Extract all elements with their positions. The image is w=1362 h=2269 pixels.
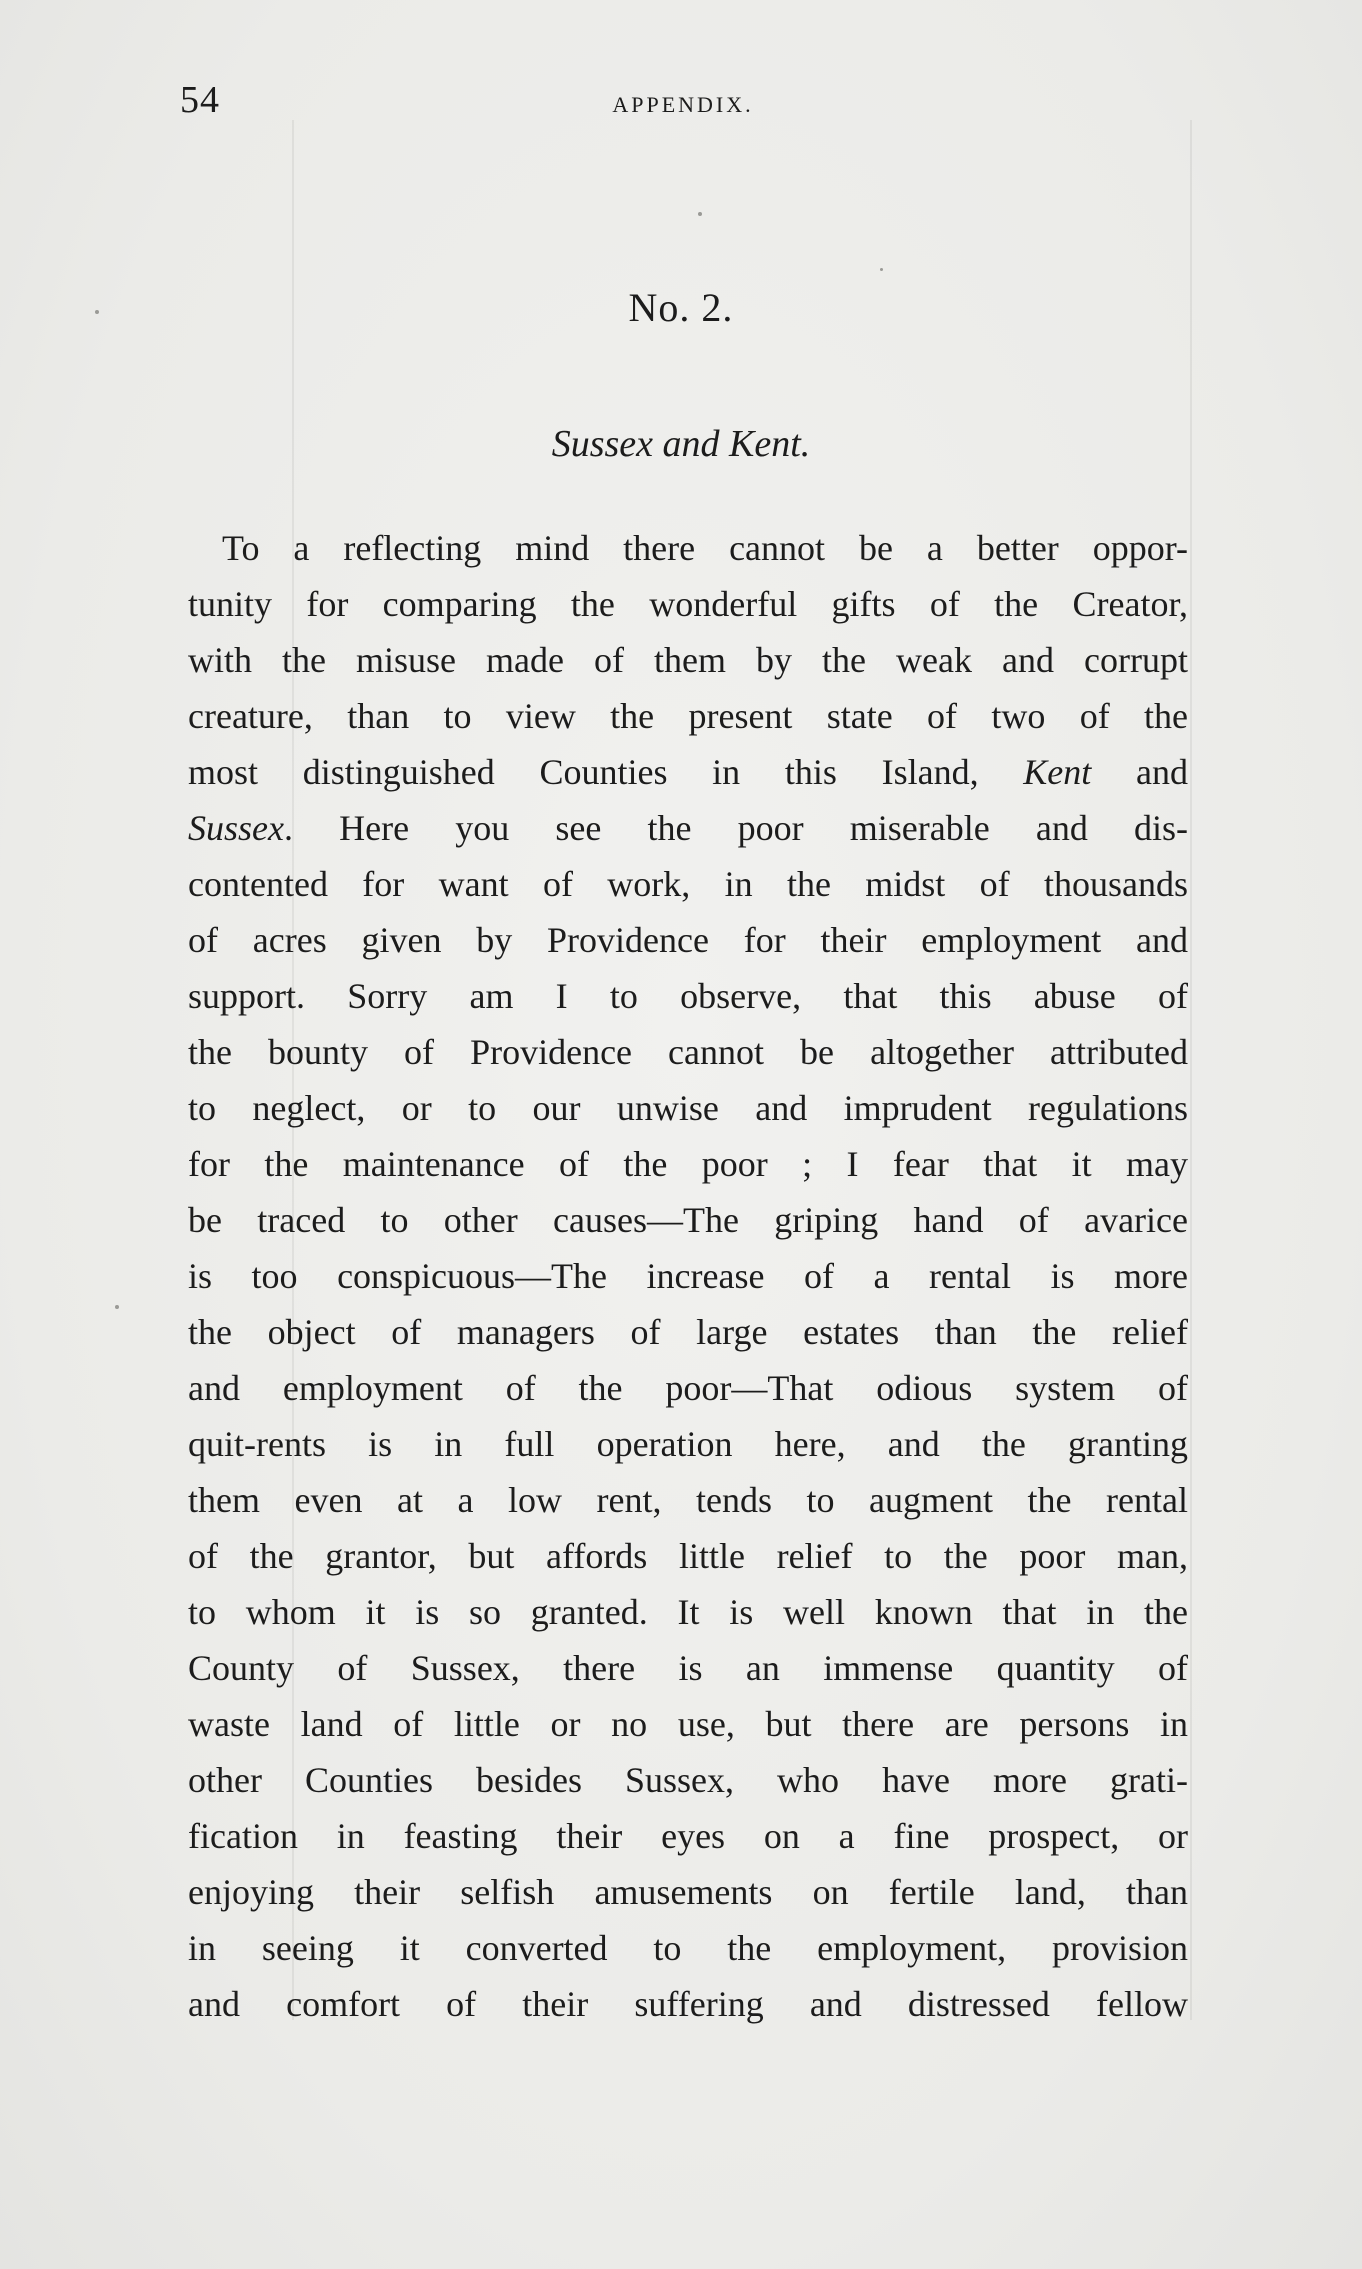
text-line	[188, 1192, 1188, 1248]
text-span: them even at a low rent, tends to augment the rental	[188, 1480, 1188, 1520]
ink-speck	[698, 212, 702, 216]
text-line	[188, 1528, 1188, 1584]
text-line	[188, 1808, 1188, 1864]
text-span: . Here you see the poor miserable and dis-	[283, 808, 1188, 848]
section-title: Sussex and Kent.	[551, 423, 811, 465]
page-number: 54	[180, 79, 220, 121]
text-span: quit-rents is in full operation here, and the granting	[188, 1424, 1188, 1464]
ink-speck	[880, 268, 883, 271]
italic-text-span: Sussex	[188, 808, 284, 848]
text-span: the bounty of Providence cannot be altogether attributed	[188, 1032, 1188, 1072]
text-line	[188, 744, 1188, 800]
text-span: in seeing it converted to the employment, provision	[188, 1928, 1188, 1968]
text-line	[188, 1920, 1188, 1976]
text-line	[188, 1584, 1188, 1640]
text-span: with the misuse made of them by the weak and corrupt	[188, 640, 1188, 680]
text-span: other Counties besides Sussex, who have more grati-	[188, 1760, 1188, 1800]
text-span: is too conspicuous—The increase of a rental is more	[188, 1256, 1188, 1296]
text-line	[188, 1304, 1188, 1360]
text-line	[188, 520, 1188, 576]
text-span: tunity for comparing the wonderful gifts of the Creator,	[188, 584, 1188, 624]
text-span: the object of managers of large estates than the relief	[188, 1312, 1188, 1352]
text-span: enjoying their selfish amusements on fertile land, than	[188, 1872, 1188, 1912]
text-line	[188, 1640, 1188, 1696]
text-line	[188, 1360, 1188, 1416]
text-span: creature, than to view the present state of two of the	[188, 696, 1188, 736]
text-line	[188, 1024, 1188, 1080]
text-line	[188, 856, 1188, 912]
text-line	[188, 1752, 1188, 1808]
text-span: most distinguished Counties in this Island,	[188, 752, 1024, 792]
text-line	[188, 576, 1188, 632]
text-span: for the maintenance of the poor ; I fear that it may	[188, 1144, 1188, 1184]
text-line	[188, 688, 1188, 744]
text-span: of acres given by Providence for their employment and	[188, 920, 1188, 960]
text-line	[188, 1416, 1188, 1472]
text-line	[188, 1136, 1188, 1192]
text-span: and employment of the poor—That odious system of	[188, 1368, 1188, 1408]
running-head	[180, 78, 1186, 138]
text-span: and comfort of their suffering and distressed fellow	[188, 1984, 1188, 2024]
text-span: and	[1091, 752, 1188, 792]
text-span: to neglect, or to our unwise and imprudent regulations	[188, 1088, 1188, 1128]
italic-text-span: Kent	[1023, 752, 1092, 792]
section-number: No. 2.	[628, 285, 734, 330]
text-span: be traced to other causes—The griping hand of avarice	[188, 1200, 1188, 1240]
text-span: waste land of little or no use, but there are persons in	[188, 1704, 1188, 1744]
ink-speck	[115, 1305, 119, 1309]
text-line	[188, 1864, 1188, 1920]
text-span: contented for want of work, in the midst of thousands	[188, 864, 1188, 904]
text-line	[188, 800, 1188, 856]
text-span: County of Sussex, there is an immense quantity of	[188, 1648, 1188, 1688]
text-line	[188, 1696, 1188, 1752]
text-line	[188, 1248, 1188, 1304]
text-line	[188, 1080, 1188, 1136]
text-line	[188, 632, 1188, 688]
text-span: fication in feasting their eyes on a fine prospect, or	[188, 1816, 1188, 1856]
text-line	[188, 968, 1188, 1024]
running-title: APPENDIX.	[612, 92, 754, 117]
text-span: To a reflecting mind there cannot be a better oppor-	[222, 528, 1188, 568]
text-line	[188, 912, 1188, 968]
text-line	[188, 1472, 1188, 1528]
text-span: of the grantor, but affords little relief to the poor man,	[188, 1536, 1188, 1576]
text-span: support. Sorry am I to observe, that this abuse of	[188, 976, 1188, 1016]
text-span: to whom it is so granted. It is well known that in the	[188, 1592, 1188, 1632]
text-line	[188, 1976, 1188, 2032]
body-text	[188, 520, 1188, 2032]
